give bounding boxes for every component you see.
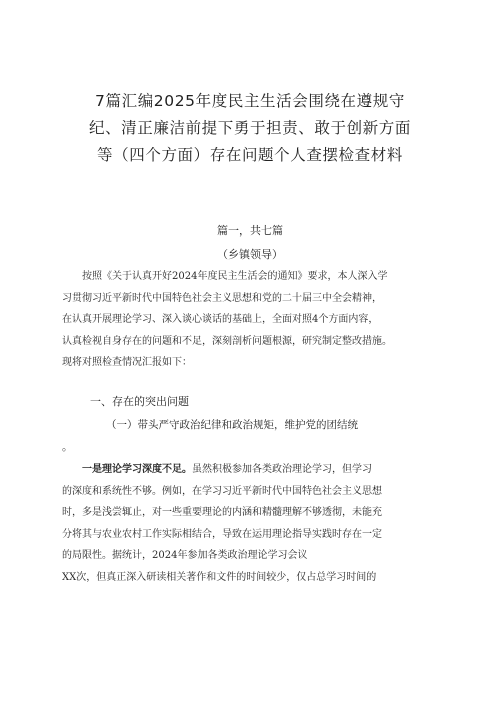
- body-first-rest: 虽然积极参加各类政治理论学习，但学习: [192, 464, 372, 475]
- intro-line: 习贯彻习近平新时代中国特色社会主义思想和党的二十届三中全会精神，: [62, 292, 382, 304]
- body-line: 时，多是浅尝辄止，对一些重要理论的内涵和精髓理解不够透彻，未能充: [62, 507, 382, 519]
- intro-paragraph: [62, 266, 442, 374]
- body-line: 分将其与农业农村工作实际相结合，导致在运用理论指导实践时存在一定: [62, 528, 382, 540]
- subsection-heading-tail: 。: [62, 441, 73, 453]
- title-line-3: 等（四个方面）存在问题个人查摆检查材料: [97, 146, 403, 164]
- body-line: [62, 459, 442, 481]
- body-line: 的深度和系统性不够。例如，在学习习近平新时代中国特色社会主义思想: [62, 485, 382, 497]
- intro-line: 认真检视自身存在的问题和不足，深刻剖析问题根源，研究制定整改措施。: [62, 335, 392, 347]
- document-title: [60, 88, 440, 169]
- title-line-1: 7篇汇编2025年度民主生活会围绕在遵规守: [95, 92, 405, 110]
- body-line: XX次，但真正深入研读相关著作和文件的时间较少，仅占总学习时间的: [62, 571, 377, 583]
- body-line: 的局限性。据统计，2024年参加各类政治理论学习会议: [62, 550, 308, 562]
- section-heading: 一、存在的突出问题: [90, 395, 189, 408]
- body-paragraph: [62, 459, 442, 589]
- intro-line: 按照《关于认真开好2024年度民主生活会的通知》要求，本人深入学: [82, 271, 388, 282]
- intro-line: 现将对照检查情况汇报如下：: [62, 357, 192, 369]
- intro-line: 在认真开展理论学习、深入谈心谈话的基础上，全面对照4个方面内容，: [62, 314, 379, 326]
- body-lead-in: 一是理论学习深度不足。: [82, 464, 192, 475]
- subsection-heading: （一）带头严守政治纪律和政治规矩，维护党的团结统: [106, 419, 358, 431]
- subtitle: （乡镇领导）: [217, 248, 283, 261]
- title-line-2: 纪、清正廉洁前提下勇于担责、敢于创新方面: [88, 119, 411, 137]
- part-label: 篇一，共七篇: [217, 224, 283, 237]
